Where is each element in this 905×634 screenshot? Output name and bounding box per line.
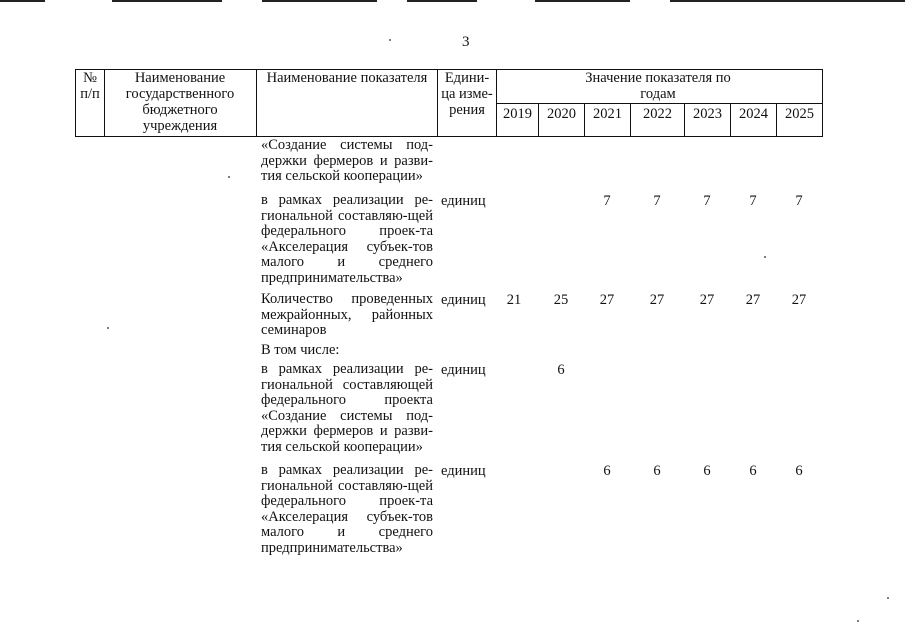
scan-speck: [857, 620, 859, 622]
unit-cell: единиц: [441, 362, 486, 378]
value-cell: 27: [649, 292, 665, 308]
header-institution: Наименование государственного бюджетного учреждения: [125, 70, 235, 134]
header-year: 2019: [503, 106, 532, 122]
value-cell: 6: [557, 362, 565, 378]
scan-edge-line: [535, 0, 630, 2]
unit-cell: единиц: [441, 193, 486, 209]
unit-cell: единиц: [441, 463, 486, 479]
value-cell: 7: [749, 193, 757, 209]
header-values: Значение показателя по годам: [585, 70, 731, 102]
value-cell: 25: [553, 292, 569, 308]
value-cell: 27: [745, 292, 761, 308]
value-cell: 7: [703, 193, 711, 209]
unit-cell: единиц: [441, 292, 486, 308]
value-cell: 7: [653, 193, 661, 209]
indicator-text: в рамках реализации ре-гиональной составляю-щей федерального проек-та «Акселерация субъек-тов малого и среднего предпринимательства»: [261, 462, 433, 556]
scan-speck: [228, 176, 230, 178]
header-year: 2023: [693, 106, 722, 122]
value-cell: 6: [795, 463, 803, 479]
scan-edge-line: [670, 0, 905, 2]
scan-edge-line: [112, 0, 222, 2]
scan-speck: [887, 597, 889, 599]
value-cell: 6: [603, 463, 611, 479]
scan-edge-line: [0, 0, 45, 2]
value-cell: 6: [749, 463, 757, 479]
header-num: № п/п: [80, 70, 100, 102]
header-unit: Едини-ца изме-рения: [441, 70, 493, 118]
value-cell: 21: [506, 292, 522, 308]
indicator-text: в рамках реализации ре-гиональной составляю-щей федерального проек-та «Акселерация субъек-тов малого и среднего предпринимательства»: [261, 192, 433, 286]
value-cell: 6: [703, 463, 711, 479]
indicator-text: В том числе:: [261, 342, 340, 358]
header-year: 2020: [547, 106, 576, 122]
scan-edge-line: [407, 0, 477, 2]
scan-speck: [764, 256, 766, 258]
value-cell: 7: [795, 193, 803, 209]
header-year: 2025: [785, 106, 814, 122]
value-cell: 27: [791, 292, 807, 308]
header-indicator: Наименование показателя: [266, 70, 428, 86]
indicator-text: Количество проведенных межрайонных, районных семинаров: [261, 291, 433, 338]
indicator-text: «Создание системы под-держки фермеров и разви-тия сельской кооперации»: [261, 137, 433, 184]
header-year: 2021: [593, 106, 622, 122]
scan-speck: [107, 327, 109, 329]
value-cell: 27: [699, 292, 715, 308]
value-cell: 7: [603, 193, 611, 209]
indicator-text: в рамках реализации ре-гиональной составляющей федерального проекта «Создание системы под-держки фермеров и разви-тия сельской кооперации»: [261, 361, 433, 455]
value-cell: 6: [653, 463, 661, 479]
value-cell: 27: [599, 292, 615, 308]
header-year: 2024: [739, 106, 768, 122]
header-year: 2022: [643, 106, 672, 122]
page-number: 3: [462, 34, 470, 50]
scan-speck: [389, 39, 391, 41]
scan-edge-line: [262, 0, 377, 2]
